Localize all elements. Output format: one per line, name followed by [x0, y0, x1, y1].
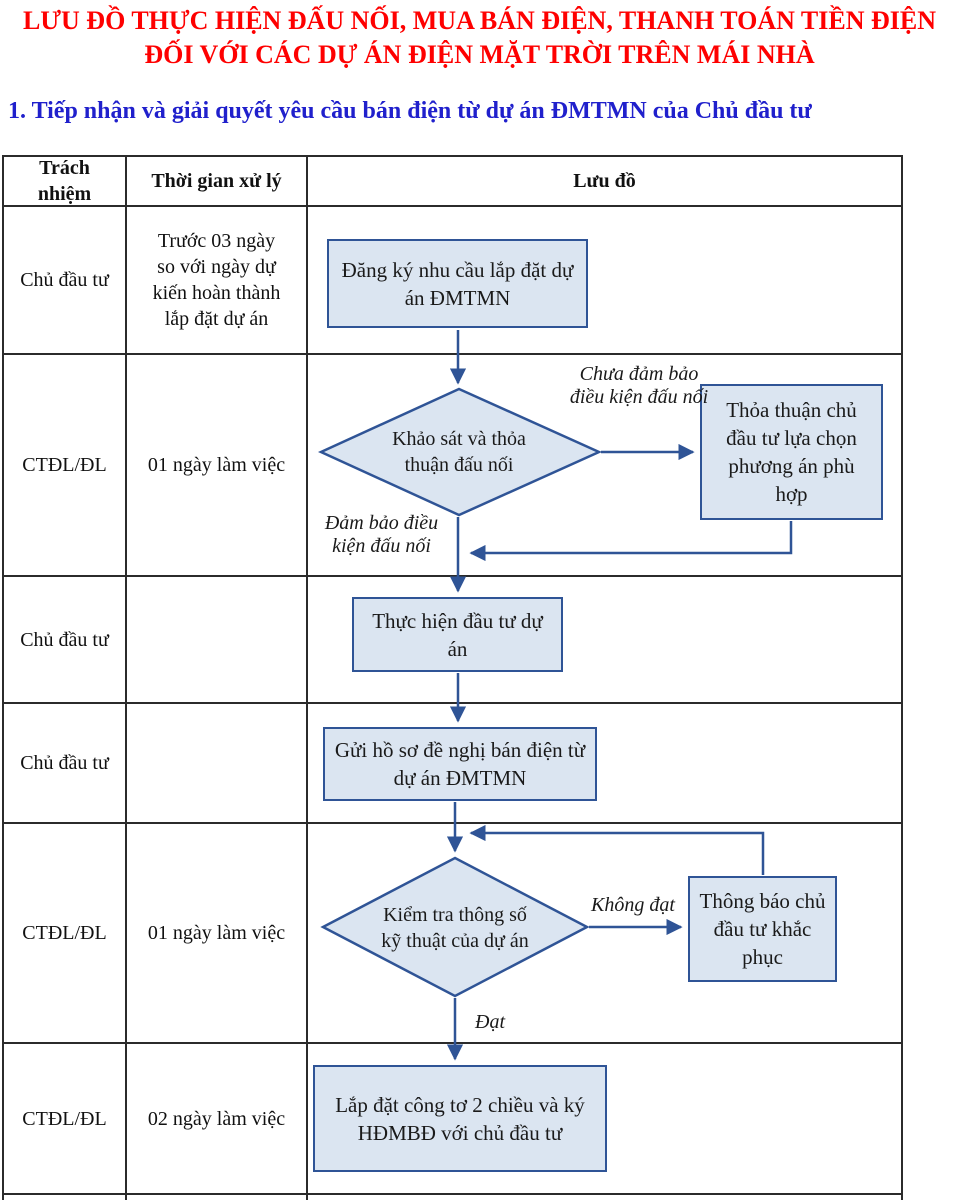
- flow-box-invest: Thực hiện đầu tư dự án: [352, 597, 563, 672]
- arrow-notify-feedback: [471, 833, 763, 875]
- section-heading: 1. Tiếp nhận và giải quyết yêu cầu bán điện từ dự án ĐMTMN của Chủ đầu tư: [8, 98, 812, 124]
- label-not-qualified: Chưa đảm bảo điều kiện đấu nối: [569, 363, 709, 408]
- responsibility-cell: Chủ đầu tư: [4, 577, 127, 702]
- flow-box-send-dossier: Gửi hồ sơ đề nghị bán điện từ dự án ĐMTMN: [323, 727, 597, 801]
- flow-box-agree-option: Thỏa thuận chủ đầu tư lựa chọn phương án phù hợp: [700, 384, 883, 520]
- time-cell: 01 ngày làm việc: [127, 824, 308, 1042]
- time-cell: 02 ngày làm việc: [127, 1044, 308, 1193]
- flow-box-register: Đăng ký nhu cầu lắp đặt dự án ĐMTMN: [327, 239, 588, 328]
- document-title-line2: ĐỐI VỚI CÁC DỰ ÁN ĐIỆN MẶT TRỜI TRÊN MÁI NHÀ: [144, 40, 815, 69]
- decision-check-label: Kiểm tra thông số kỹ thuật của dự án: [381, 904, 529, 952]
- responsibility-cell: Chủ đầu tư: [4, 704, 127, 822]
- decision-survey-label: Khảo sát và thỏa thuận đấu nối: [392, 428, 526, 476]
- document-title-line1: LƯU ĐỒ THỰC HIỆN ĐẤU NỐI, MUA BÁN ĐIỆN, THANH TOÁN TIỀN ĐIỆN: [22, 6, 937, 35]
- responsibility-cell: Chủ đầu tư: [4, 207, 127, 353]
- flow-box-notify-fix: Thông báo chủ đầu tư khắc phục: [688, 876, 837, 982]
- label-qualified: Đảm bảo điều kiện đấu nối: [324, 512, 439, 557]
- header-processing-time: Thời gian xử lý: [127, 157, 308, 205]
- flow-box-install-meter: Lắp đặt công tơ 2 chiều và ký HĐMBĐ với chủ đầu tư: [313, 1065, 607, 1172]
- responsibility-cell: CTĐL/ĐL: [4, 355, 127, 575]
- label-fail: Không đạt: [591, 894, 675, 916]
- arrow-agree-return: [471, 521, 791, 553]
- time-cell: Trước 03 ngày so với ngày dự kiến hoàn thành lắp đặt dự án: [127, 207, 308, 353]
- label-pass: Đạt: [475, 1011, 505, 1033]
- responsibility-cell: CTĐL/ĐL: [4, 1044, 127, 1193]
- header-responsibility: Trách nhiệm: [4, 157, 127, 205]
- header-flowchart: Lưu đồ: [573, 170, 636, 192]
- responsibility-cell: CTĐL/ĐL: [4, 824, 127, 1042]
- time-cell: 01 ngày làm việc: [127, 355, 308, 575]
